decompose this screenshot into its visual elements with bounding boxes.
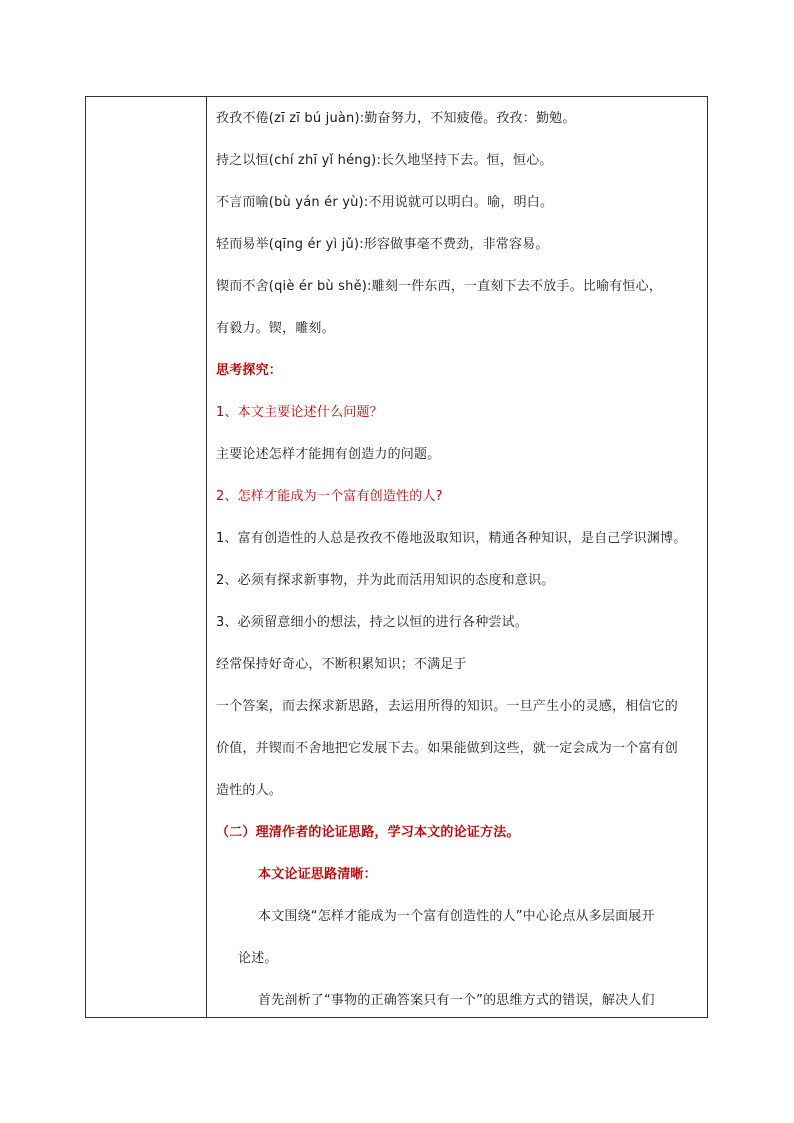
paragraph-line: 论述。 [238,951,278,966]
section-2-subheading: 本文论证思路清晰： [258,867,377,882]
section-2-heading: （二）理清作者的论证思路，学习本文的论证方法。 [216,825,520,840]
answer-1: 主要论述怎样才能拥有创造力的问题。 [216,447,441,462]
vocab-line: 有毅力。锲，雕刻。 [216,321,335,336]
answer-line: 经常保持好奇心，不断积累知识；不满足于 [216,657,467,672]
answer-line: 价值，并锲而不舍地把它发展下去。如果能做到这些，就一定会成为一个富有创 [216,741,679,756]
question-1: 1、本文主要论述什么问题？ [216,405,383,420]
question-2: 2、怎样才能成为一个富有创造性的人? [216,489,443,504]
content-table [85,96,708,1018]
answer-line: 造性的人。 [216,783,283,798]
vocab-line: 不言而喻(bù yán ér yù):不用说就可以明白。喻，明白。 [216,195,554,210]
answer-line: 1、富有创造性的人总是孜孜不倦地汲取知识，精通各种知识，是自己学识渊博。 [216,531,687,546]
paragraph-line: 首先剖析了“事物的正确答案只有一个”的思维方式的错误，解决人们 [258,993,655,1008]
vocab-line: 锲而不舍(qiè ér bù shě):雕刻一件东西，一直刻下去不放手。比喻有恒心， [216,279,663,294]
vocab-line: 孜孜不倦(zī zī bú juàn):勤奋努力，不知疲倦。孜孜：勤勉。 [216,111,576,126]
section-think-heading: 思考探究： [216,363,283,378]
table-left-cell [86,97,207,1017]
vocab-line: 轻而易举(qīng ér yì jǔ):形容做事毫不费劲，非常容易。 [216,237,549,252]
table-right-cell [208,97,707,1017]
answer-line: 一个答案，而去探求新思路，去运用所得的知识。一旦产生小的灵感，相信它的 [216,699,679,714]
vocab-line: 持之以恒(chí zhī yǐ héng):长久地坚持下去。恒，恒心。 [216,153,553,168]
answer-line: 2、必须有探求新事物，并为此而活用知识的态度和意识。 [216,573,555,588]
paragraph-line: 本文围绕“怎样才能成为一个富有创造性的人”中心论点从多层面展开 [258,909,655,924]
answer-line: 3、必须留意细小的想法，持之以恒的进行各种尝试。 [216,615,529,630]
